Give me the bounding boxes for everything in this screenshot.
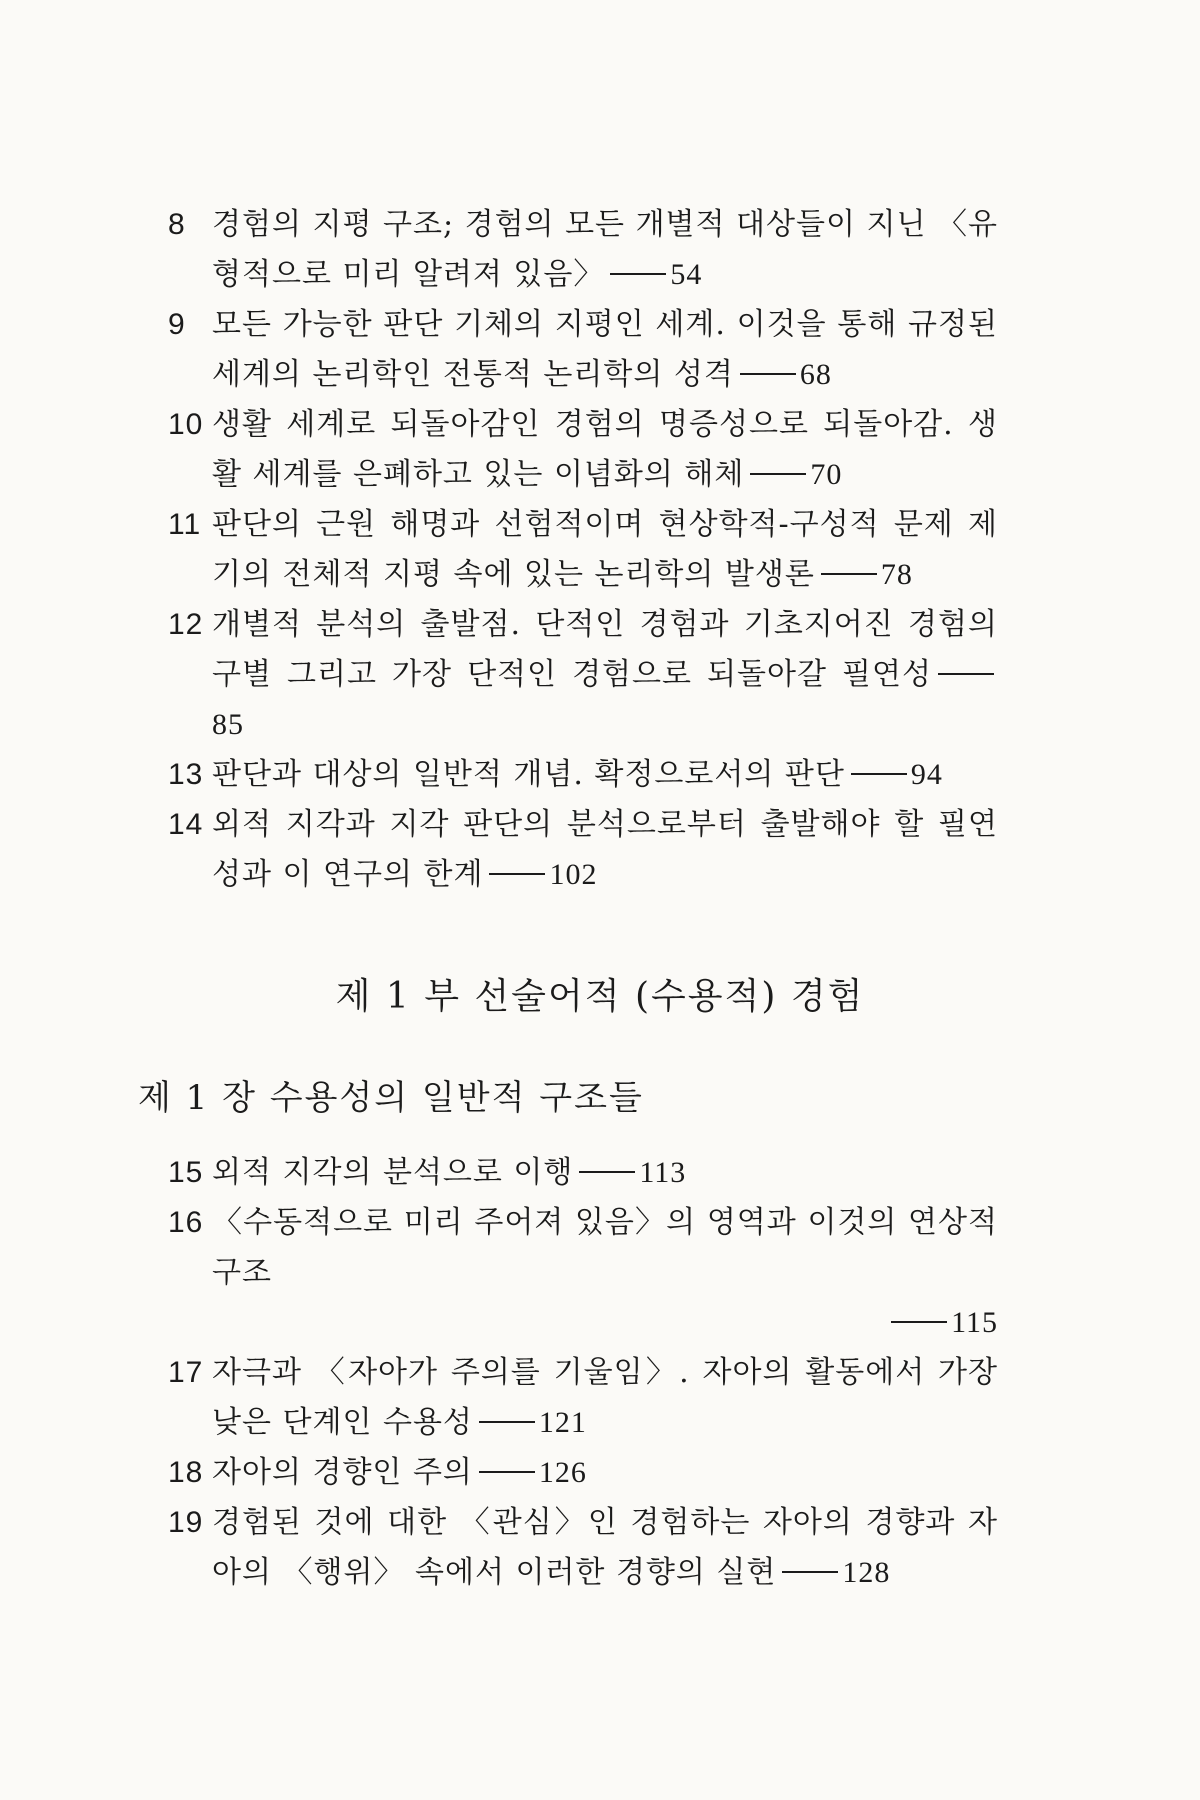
entry-title: 자아의 경향인 주의 <box>212 1455 473 1490</box>
entry-page-line <box>212 1298 998 1348</box>
entry-page: 102 <box>549 858 598 891</box>
toc-entry-8 <box>168 200 998 300</box>
entry-page: 115 <box>951 1306 998 1339</box>
entry-title: 생활 세계로 되돌아감인 경험의 명증성으로 되돌아감. 생활 세계를 은폐하고 있는 이념화의 해체 <box>212 407 998 492</box>
entry-title: 외적 지각의 분석으로 이행 <box>212 1155 574 1190</box>
entry-title: 개별적 분석의 출발점. 단적인 경험과 기초지어진 경험의 구별 그리고 가장 단적인 경험으로 되돌아갈 필연성 <box>212 607 998 692</box>
entry-title: 경험의 지평 구조; 경험의 모든 개별적 대상들이 지닌 〈유형적으로 미리 알려져 있음〉 <box>212 207 998 292</box>
entry-title: 판단의 근원 해명과 선험적이며 현상학적-구성적 문제 제기의 전체적 지평 속에 있는 논리학의 발생론 <box>212 507 998 592</box>
entry-number: 19 <box>168 1506 204 1539</box>
toc-section-intro <box>168 200 998 900</box>
entry-page: 94 <box>910 758 943 791</box>
entry-page: 121 <box>538 1406 587 1439</box>
toc-entry-9 <box>168 300 998 400</box>
entry-number: 18 <box>168 1456 204 1489</box>
part-title: 제 1 부 선술어적 (수용적) 경험 <box>335 976 865 1017</box>
toc-entry-16 <box>168 1198 998 1348</box>
entry-page: 113 <box>639 1156 687 1189</box>
toc-entry-13 <box>168 750 998 800</box>
leader-dash <box>750 473 806 475</box>
toc-section-chapter-1 <box>168 1148 998 1598</box>
leader-dash <box>610 273 666 275</box>
entry-title: 판단과 대상의 일반적 개념. 확정으로서의 판단 <box>212 757 845 792</box>
leader-dash <box>782 1571 838 1573</box>
leader-dash <box>479 1421 535 1423</box>
leader-dash <box>821 573 877 575</box>
leader-dash <box>489 873 545 875</box>
leader-dash <box>579 1171 635 1173</box>
entry-number: 10 <box>168 408 204 441</box>
entry-number: 8 <box>168 208 186 241</box>
toc-entry-15 <box>168 1148 998 1198</box>
entry-title: 모든 가능한 판단 기체의 지평인 세계. 이것을 통해 규정된 세계의 논리학인 전통적 논리학의 성격 <box>212 307 998 392</box>
entry-number: 11 <box>168 508 202 541</box>
entry-number: 13 <box>168 758 204 791</box>
leader-dash <box>938 673 994 675</box>
entry-page: 78 <box>880 558 913 591</box>
toc-entry-10 <box>168 400 998 500</box>
toc-entry-19 <box>168 1498 998 1598</box>
toc-entry-17 <box>168 1348 998 1448</box>
entry-title: 외적 지각과 지각 판단의 분석으로부터 출발해야 할 필연성과 이 연구의 한계 <box>212 807 998 892</box>
leader-dash <box>740 373 796 375</box>
entry-page: 70 <box>810 458 843 491</box>
entry-number: 9 <box>168 308 186 341</box>
entry-number: 12 <box>168 608 204 641</box>
toc-entry-18 <box>168 1448 998 1498</box>
entry-title: 자극과 〈자아가 주의를 기울임〉. 자아의 활동에서 가장 낮은 단계인 수용성 <box>212 1355 998 1440</box>
entry-page: 85 <box>212 708 244 741</box>
toc-entry-11 <box>168 500 998 600</box>
toc-entry-14 <box>168 800 998 900</box>
leader-dash <box>891 1321 947 1323</box>
leader-dash <box>479 1471 535 1473</box>
chapter-title: 제 1 장 수용성의 일반적 구조들 <box>138 1078 644 1118</box>
entry-number: 15 <box>168 1156 204 1189</box>
entry-page: 126 <box>538 1456 587 1489</box>
toc-entry-12 <box>168 600 998 750</box>
entry-title: 경험된 것에 대한 〈관심〉인 경험하는 자아의 경향과 자아의 〈행위〉 속에서 이러한 경향의 실현 <box>212 1505 998 1590</box>
entry-page: 54 <box>670 258 703 291</box>
entry-number: 17 <box>168 1356 204 1389</box>
leader-dash <box>851 773 907 775</box>
entry-number: 14 <box>168 808 204 841</box>
entry-page: 68 <box>799 358 832 391</box>
entry-number: 16 <box>168 1206 204 1239</box>
entry-page: 128 <box>842 1556 891 1589</box>
entry-title: 〈수동적으로 미리 주어져 있음〉의 영역과 이것의 연상적 구조 <box>212 1205 998 1290</box>
